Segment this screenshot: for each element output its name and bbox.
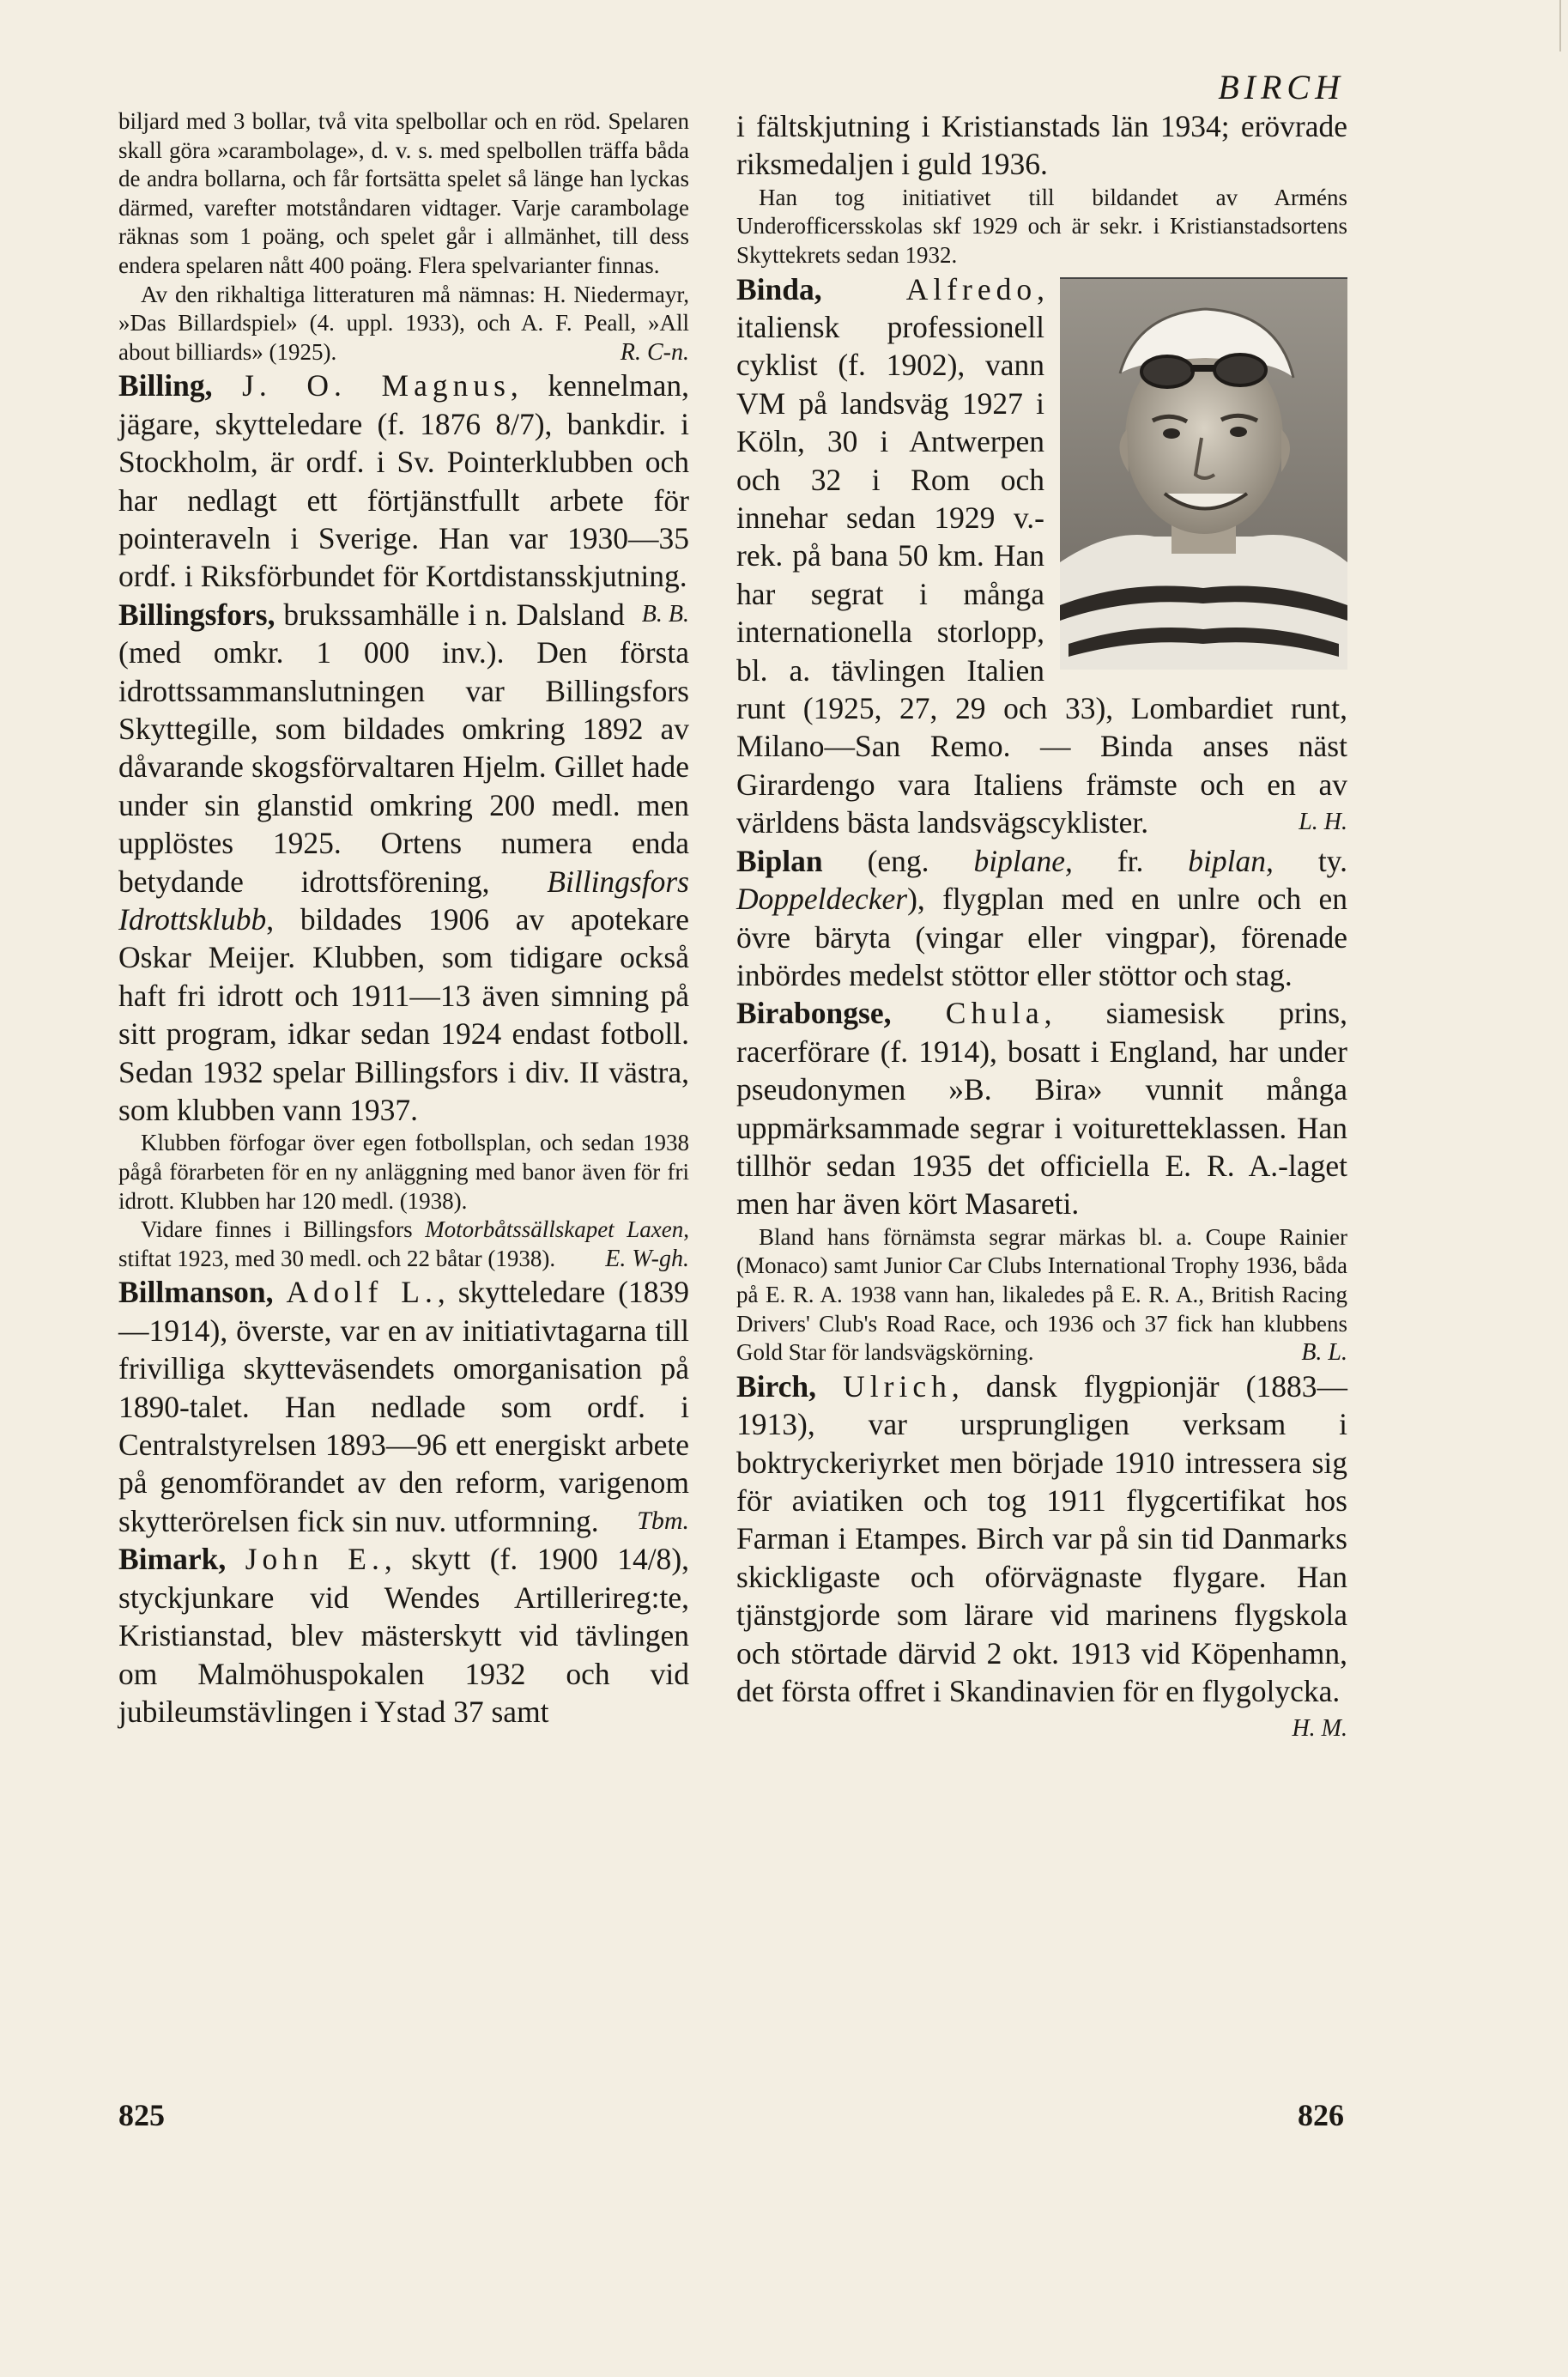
- signature-hm: H. M.: [1292, 1715, 1347, 1743]
- name-birch: Ulrich: [843, 1368, 952, 1404]
- billiard-literature: [118, 281, 689, 367]
- headword-bimark: Bimark,: [118, 1542, 227, 1577]
- biplan-german: Doppeldecker: [736, 882, 908, 917]
- signature-lh: L. H.: [1299, 809, 1347, 836]
- billmanson-text: , skytteledare (1839—1914), överste, var en av initiativtagarna till frivilliga skytteväsendets omorganisation på 1890-talet. Han nedlade som ordf. i Centralstyrelsen 1893—96 ett energiskt arbete på genomförandet av den reform, varigenom skytterörelsen fick sin nuv. utformning.: [118, 1275, 689, 1538]
- signature-bl: B. L.: [1301, 1339, 1347, 1367]
- running-head: BIRCH: [1218, 68, 1345, 106]
- headword-billingsfors: Billingsfors,: [118, 597, 275, 632]
- bimark-text-a: , skytt (f. 1900: [384, 1542, 618, 1577]
- signature-rcn: R. C-n.: [620, 338, 689, 366]
- headword-birabongse: Birabongse,: [736, 996, 892, 1031]
- left-column: [118, 107, 689, 1731]
- cyclist-portrait-image: [1060, 279, 1347, 670]
- bimark-note: Han tog initiativet till bildandet av Arméns Underofficersskolas skf 1929 och är sekr. i Kristianstadsortens Skyttekrets sedan 1932.: [736, 184, 1347, 268]
- birabongse-note-text: Bland hans förnämsta segrar märkas bl. a. Coupe Rainier (Monaco) samt Junior Car Clubs International Trophy 1936, båda på E. R. A. 1938 vann han, likaledes på E. R. A., British Racing Drivers' Club's Road Race, och 1936 och 37 fick han klubbens Gold Star för landsvägskörning.: [736, 1223, 1347, 1366]
- billiard-literature-text: Av den rikhaltiga litteraturen må nämnas: H. Niedermayr, »Das Billardspiel» (4. uppl. 1933), och A. F. Peall, »All about billiards» (1925).: [118, 281, 689, 365]
- name-birabongse: Chula: [945, 996, 1044, 1031]
- billingsfors-text-a: brukssamhälle i n. Dalsland (med omkr. 1 000 inv.). Den första idrottssammanslutningen var Billingsfors Skyttegille, som bildades omkring 1892 av dåvarande skogsförvaltaren Hjelm. Gillet hade under sin glanstid omkring 200 medl. men upplöstes 1925. Ortens numera enda betydande idrottsförening,: [118, 597, 689, 899]
- name-bimark: John E.: [245, 1542, 384, 1577]
- bimark-birth-date: 14/8: [617, 1542, 672, 1577]
- signature-bb: B. B.: [641, 600, 689, 628]
- name-binda: Alfredo: [905, 271, 1038, 306]
- portrait-photo-binda: [1060, 277, 1347, 670]
- biplan-text-b: fr.: [1072, 843, 1189, 878]
- billiard-paragraph: biljard med 3 bollar, två vita spelbollar och en röd. Spelaren skall göra »carambolage», d. v. s. med spelbollen träffa båda de andra bollarna, och får fortsätta spelet så länge han lyckas därmed, varefter motståndaren vidtager. Varje carambolage räknas som 1 poäng, och spelet går i allmänhet, till dess endera spelaren nått 400 poäng. Flera spelvarianter finnas.: [118, 108, 689, 278]
- billingsfors-note-2: [118, 1216, 689, 1273]
- billing-text-b: ), bankdir. i Stockholm, är ordf. i Sv. Pointerklubben och har nedlagt ett förtjänstfullt arbete för pointeraveln i Sverige. Han var 1930—35 ordf. i Riksförbundet för Kortdistansskjutning.: [118, 406, 690, 594]
- billingsfors-note-2-b: , stiftat 1923, med 30 medl. och 22 båtar (1938).: [118, 1216, 690, 1271]
- billing-birth-date: 8/7: [495, 406, 535, 441]
- billingsfors-club-name: Billingsfors Idrottsklubb: [118, 864, 689, 937]
- billingsfors-text-b: , bildades 1906 av apotekare Oskar Meijer. Klubben, som tidigare också haft fri idrott och 1911—13 även simning på sitt program, idkar sedan 1924 endast fotboll. Sedan 1932 spelar Billingsfors i div. II västra, som klubben vann 1937.: [118, 902, 689, 1128]
- right-column: [736, 107, 1347, 1749]
- billing-text-a: , kennelman, jägare, skytteledare (f. 1876: [118, 368, 690, 441]
- entry-birch: [736, 1367, 1347, 1743]
- entry-billingsfors: [118, 596, 689, 1130]
- page-number-left: 825: [118, 2098, 165, 2132]
- birabongse-text: , siamesisk prins, racerförare (f. 1914), bosatt i England, har under pseudonymen »B. Bira» vunnit många uppmärksammade segrar i voituretteklassen. Han tillhör sedan 1935 det officiella E. R. A.-laget men har även kört Masareti.: [736, 996, 1347, 1222]
- signature-tbm: Tbm.: [637, 1506, 689, 1535]
- biplan-text-d: ), flygplan med en unlre och en övre bäryta (vingar eller vingpar), förenade inbördes medelst stöttor eller stöttor och stag.: [736, 882, 1347, 992]
- entry-billmanson: [118, 1273, 689, 1540]
- entry-biplan: [736, 842, 1347, 995]
- name-billing: J. O. Magnus: [242, 368, 511, 403]
- bimark-text-b: ), styckjunkare vid Wendes Artillerireg:te, Kristianstad, blev mästerskytt vid tävlingen om Malmöhuspokalen 1932 och vid jubileumstävlingen i Ystad 37 samt: [118, 1542, 690, 1729]
- birabongse-note: [736, 1223, 1347, 1367]
- signature-ewgh: E. W-gh.: [605, 1245, 689, 1272]
- billingsfors-note-2-a: Vidare finnes i Billingsfors: [141, 1216, 426, 1243]
- birch-text: , dansk flygpionjär (1883—1913), var ursprungligen verksam i boktryckeriyrket men började 1910 intressera sig för aviatiken och tog 1911 flygcertifikat hos Farman i Etampes. Birch var på sin tid Danmarks skickligaste och oförvägnaste flygare. Han tjänstgjorde som lärare vid marinens flygskola och störtade därvid 2 okt. 1913 vid Köpenhamn, det första offret i Skandinavien för en flygolycka.: [736, 1368, 1347, 1708]
- page-edge-line: [1559, 0, 1561, 52]
- biplan-french: biplan,: [1188, 843, 1274, 878]
- entry-bimark: [118, 1540, 689, 1731]
- biplan-text-c: ty.: [1273, 843, 1348, 878]
- binda-text: , italiensk professionell cyklist (f. 1902), vann VM på landsväg 1927 i Köln, 30 i Antwerpen och 32 i Rom och innehar sedan 1929 v.-rek. på bana 50 km. Han har segrat i många internationella storlopp, bl. a. tävlingen Italien runt (1925, 27, 29 och 33), Lombardiet runt, Milano—San Remo. — Binda anses näst Girardengo vara Italiens främste och en av världens bästa landsvägscyklister.: [736, 271, 1347, 840]
- biplan-english: biplane,: [973, 843, 1073, 878]
- headword-biplan: Biplan: [736, 843, 823, 878]
- page-number-right: 826: [1298, 2098, 1344, 2132]
- entry-birabongse: [736, 994, 1347, 1222]
- billingsfors-note-1: Klubben förfogar över egen fotbollsplan, och sedan 1938 pågå förarbeten för en ny anläggning med banor även för fri idrott. Klubben har 120 medl. (1938).: [118, 1130, 689, 1214]
- name-billmanson: Adolf L.: [286, 1275, 438, 1310]
- billingsfors-boat-club: Motorbåtssällskapet Laxen: [425, 1216, 684, 1243]
- biplan-text-a: (eng.: [822, 843, 974, 878]
- headword-billmanson: Billmanson,: [118, 1275, 274, 1310]
- bimark-continuation: i fältskjutning i Kristianstads län 1934; erövrade riksmedaljen i guld 1936.: [736, 109, 1347, 182]
- headword-birch: Birch,: [736, 1368, 817, 1404]
- headword-binda: Binda,: [736, 271, 822, 306]
- headword-billing: Billing,: [118, 368, 213, 403]
